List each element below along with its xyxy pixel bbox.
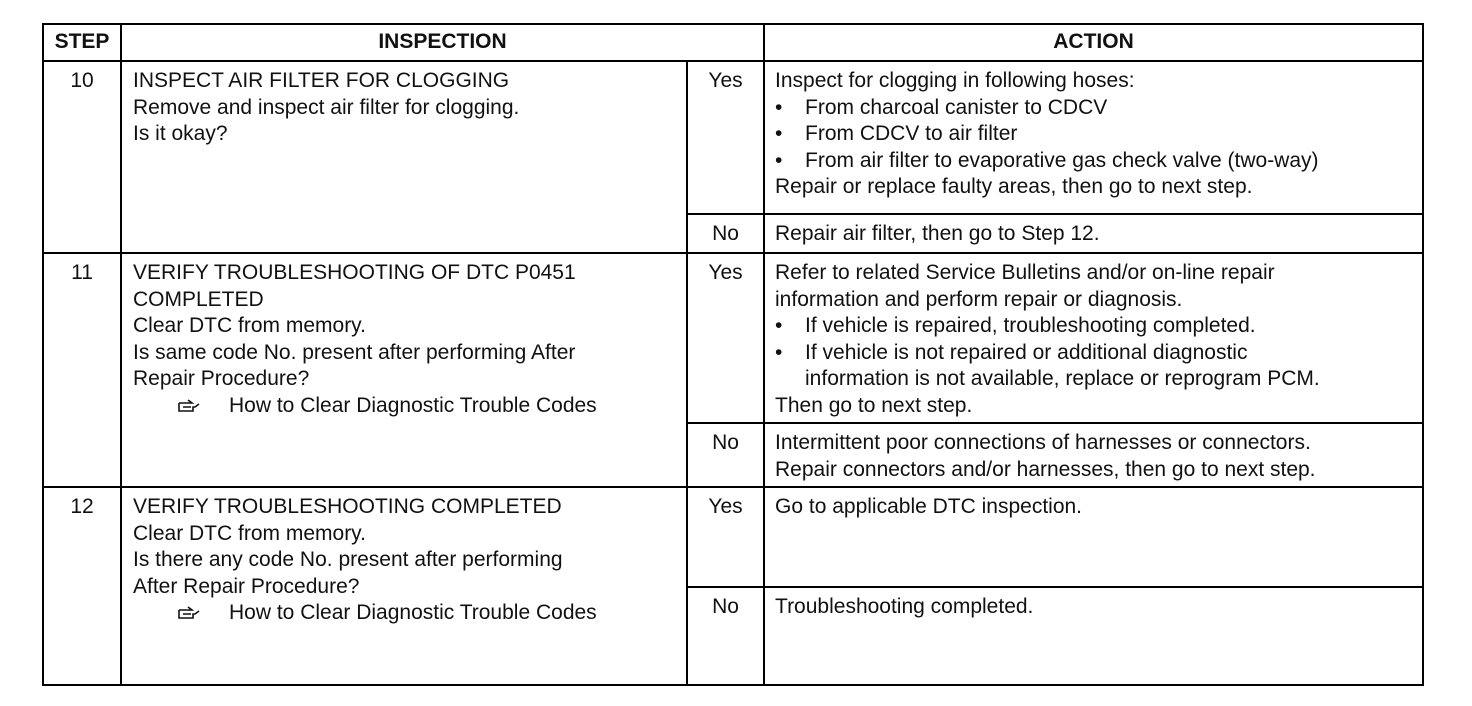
inspection-cell bbox=[121, 61, 687, 253]
bullet-icon: • bbox=[775, 148, 783, 172]
bullet-item: • From CDCV to air filter bbox=[775, 121, 1418, 148]
bullet-item: • From air filter to evaporative gas check valve (two-way) bbox=[775, 148, 1418, 175]
yes-action-cell bbox=[764, 253, 1423, 423]
header-inspection: INSPECTION bbox=[121, 24, 764, 61]
header-step: STEP bbox=[43, 24, 121, 61]
step-12-yes-row bbox=[43, 487, 1423, 587]
action-line: Repair or replace faulty areas, then go to next step. bbox=[775, 175, 1253, 198]
action-line: Then go to next step. bbox=[775, 393, 973, 417]
step-11-yes-row bbox=[43, 253, 1423, 423]
inspection-line: Clear DTC from memory. bbox=[133, 314, 366, 337]
inspection-title: INSPECT AIR FILTER FOR CLOGGING bbox=[133, 69, 510, 92]
no-action-cell bbox=[764, 587, 1423, 685]
inspection-title: VERIFY TROUBLESHOOTING OF DTC P0451 bbox=[133, 261, 576, 284]
inspection-question-cont: Repair Procedure? bbox=[133, 367, 310, 390]
step-number: 11 bbox=[43, 253, 121, 487]
bullet-continuation: information is not available, replace or reprogram PCM. bbox=[805, 367, 1320, 390]
reference-link bbox=[133, 393, 680, 420]
yes-label: Yes bbox=[687, 253, 764, 423]
action-line: Inspect for clogging in following hoses: bbox=[775, 69, 1135, 92]
inspection-cell bbox=[121, 253, 687, 487]
action-line: Intermittent poor connections of harnesses or connectors. bbox=[775, 431, 1311, 454]
bullet-icon: • bbox=[775, 314, 783, 337]
no-action-cell bbox=[764, 214, 1423, 253]
inspection-question: Is same code No. present after performing After bbox=[133, 340, 576, 364]
no-label: No bbox=[687, 214, 764, 253]
no-label: No bbox=[687, 587, 764, 685]
procedure-table-wrapper bbox=[42, 23, 1424, 686]
inspection-title: VERIFY TROUBLESHOOTING COMPLETED bbox=[133, 495, 562, 518]
inspection-line: Remove and inspect air filter for clogging. bbox=[133, 95, 520, 119]
reference-text: How to Clear Diagnostic Trouble Codes bbox=[229, 393, 597, 417]
no-action-cell bbox=[764, 423, 1423, 487]
bullet-icon: • bbox=[775, 122, 783, 145]
no-label: No bbox=[687, 423, 764, 487]
bullet-item: • If vehicle is repaired, troubleshooting completed. bbox=[775, 313, 1418, 340]
action-line: Go to applicable DTC inspection. bbox=[775, 495, 1083, 518]
bullet-icon: • bbox=[775, 340, 783, 364]
yes-label: Yes bbox=[687, 487, 764, 587]
action-line: Troubleshooting completed. bbox=[775, 595, 1034, 618]
inspection-question: Is there any code No. present after performing bbox=[133, 548, 563, 571]
yes-label: Yes bbox=[687, 61, 764, 214]
step-10-yes-row bbox=[43, 61, 1423, 214]
bullet-item: • If vehicle is not repaired or additional diagnostic bbox=[775, 340, 1418, 367]
action-line: Refer to related Service Bulletins and/or on-line repair bbox=[775, 261, 1275, 284]
reference-pointer-icon bbox=[177, 600, 229, 627]
reference-text: How to Clear Diagnostic Trouble Codes bbox=[229, 601, 597, 624]
yes-action-cell bbox=[764, 487, 1423, 587]
step-number: 12 bbox=[43, 487, 121, 685]
action-line: Repair air filter, then go to Step 12. bbox=[775, 222, 1100, 245]
troubleshooting-table bbox=[42, 23, 1424, 686]
inspection-question-cont: After Repair Procedure? bbox=[133, 574, 360, 598]
bullet-icon: • bbox=[775, 95, 783, 119]
inspection-cell bbox=[121, 487, 687, 685]
inspection-question: Is it okay? bbox=[133, 122, 228, 145]
header-action: ACTION bbox=[764, 24, 1423, 61]
inspection-line: Clear DTC from memory. bbox=[133, 521, 366, 545]
step-number: 10 bbox=[43, 61, 121, 253]
yes-action-cell bbox=[764, 61, 1423, 214]
bullet-item: • From charcoal canister to CDCV bbox=[775, 95, 1418, 122]
inspection-title-cont: COMPLETED bbox=[133, 287, 264, 311]
reference-link bbox=[133, 600, 680, 627]
action-line: information and perform repair or diagnosis. bbox=[775, 287, 1183, 311]
header-row bbox=[43, 24, 1423, 61]
action-line: Repair connectors and/or harnesses, then go to next step. bbox=[775, 457, 1316, 481]
reference-pointer-icon bbox=[177, 393, 229, 420]
